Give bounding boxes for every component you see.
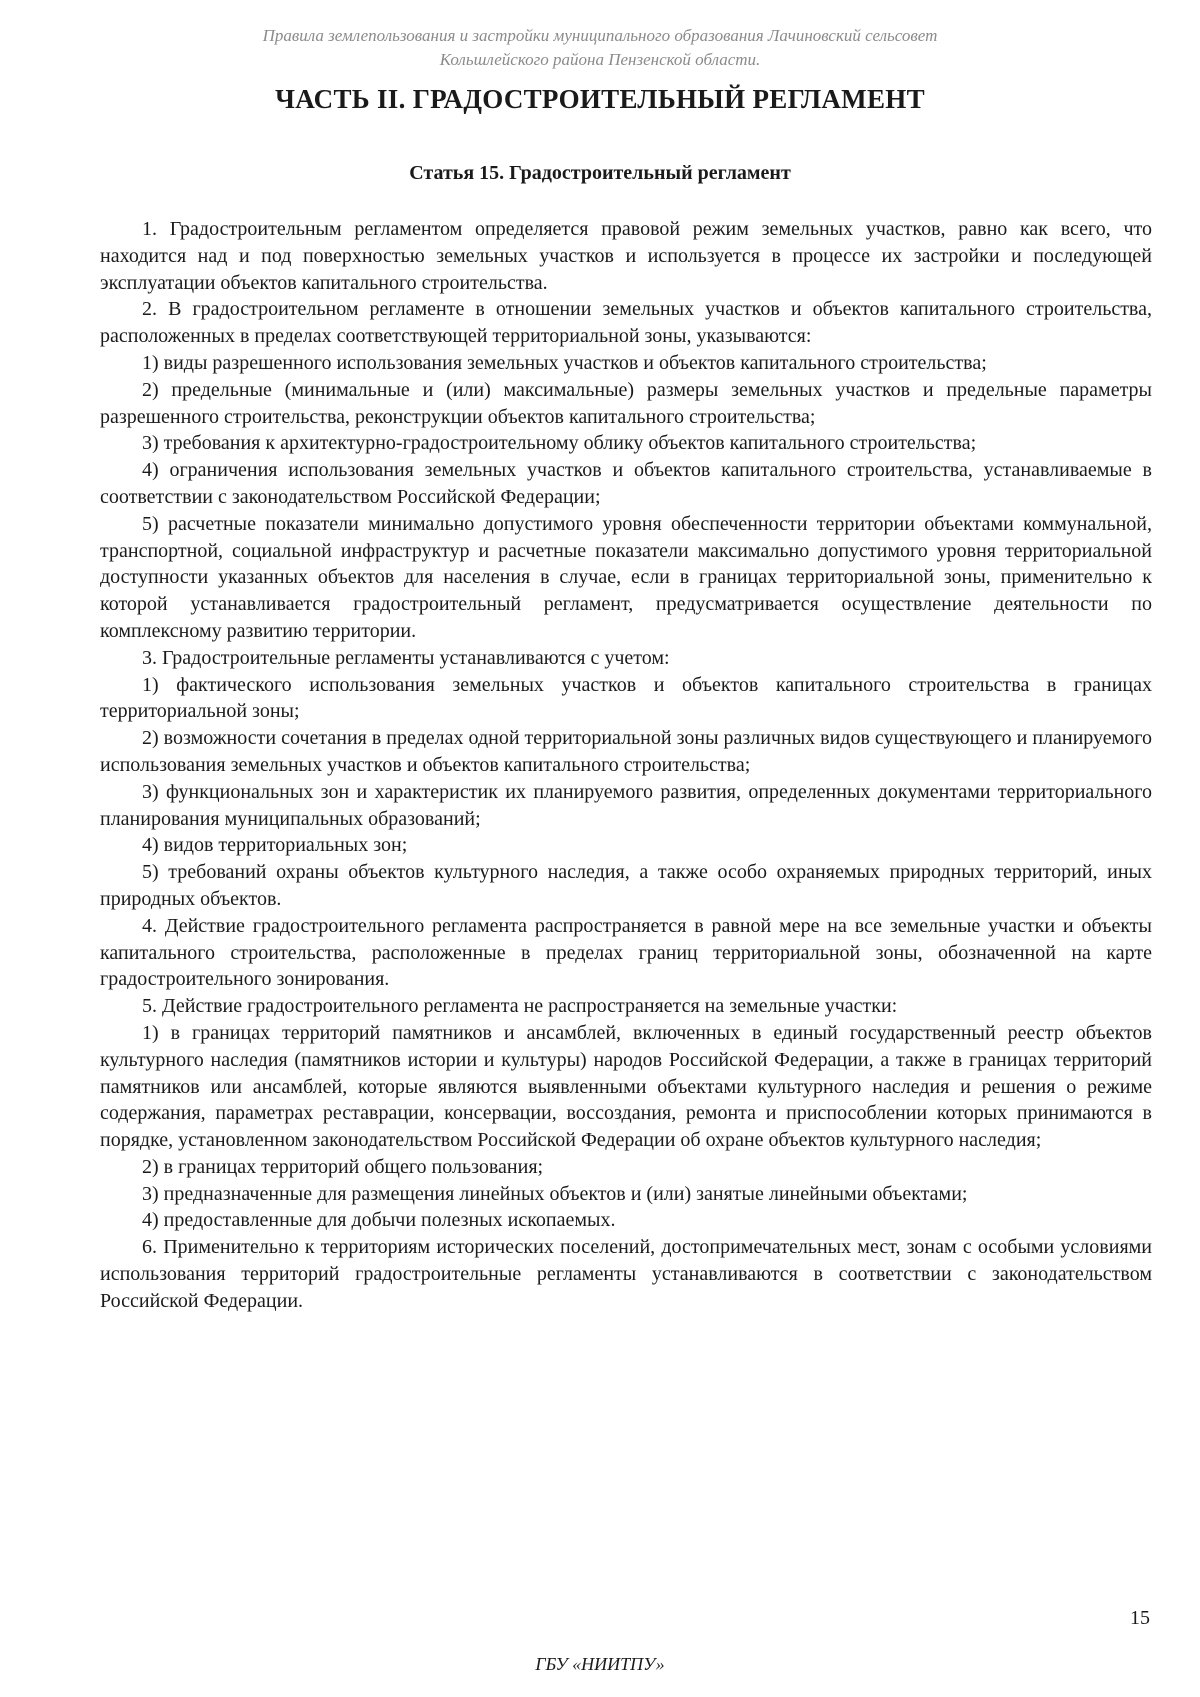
article-body (100, 216, 1152, 1315)
paragraph: 4) предоставленные для добычи полезных ископаемых. (142, 1209, 616, 1232)
paragraph: 2) предельные (минимальные и (или) максимальные) размеры земельных участков и предельные параметры разрешенного строительства, реконструкции объектов капитального строительства; (100, 378, 1152, 428)
running-header (160, 24, 1040, 72)
paragraph: 2. В градостроительном регламенте в отношении земельных участков и объектов капитального строительства, расположенных в пределах соответствующей территориальной зоны, указываются: (100, 298, 1152, 348)
paragraph: 1) фактического использования земельных участков и объектов капитального строительства в границах территориальной зоны; (100, 673, 1152, 723)
running-header-line-1: Правила землепользования и застройки муниципального образования Лачиновский сельсовет (262, 26, 938, 45)
paragraph: 3. Градостроительные регламенты устанавливаются с учетом: (142, 646, 670, 669)
paragraph: 1) виды разрешенного использования земельных участков и объектов капитального строительства; (142, 351, 987, 374)
paragraph: 4) ограничения использования земельных участков и объектов капитального строительства, устанавливаемые в соответствии с законодательством Российской Федерации; (100, 459, 1152, 508)
paragraph: 2) возможности сочетания в пределах одной территориальной зоны различных видов существующего и планируемого использования земельных участков и объектов капитального строительства; (100, 727, 1152, 776)
paragraph: 1. Градостроительным регламентом определяется правовой режим земельных участков, равно как всего, что находится над и под поверхностью земельных участков и используется в процессе их застройки и последующей эксплуатации объектов капитального строительства. (100, 218, 1152, 294)
page-number: 15 (1130, 1607, 1150, 1629)
paragraph: 1) в границах территорий памятников и ансамблей, включенных в единый государственный реестр объектов культурного наследия (памятников истории и культуры) народов Российской Федерации, а также в границах территорий памятников или ансамблей, которые являются выявленными объектами культурного наследия и решения о режиме содержания, параметрах реставрации, консервации, воссоздания, ремонта и приспособлении которых принимаются в порядке, установленном законодательством Российской Федерации об охране объектов культурного наследия; (100, 1021, 1152, 1152)
part-title: ЧАСТЬ II. ГРАДОСТРОИТЕЛЬНЫЙ РЕГЛАМЕНТ (275, 84, 925, 114)
article-title: Статья 15. Градостроительный регламент (409, 162, 791, 184)
paragraph: 6. Применительно к территориям исторических поселений, достопримечательных мест, зонам с особыми условиями использования территорий градостроительные регламенты устанавливаются в соответствии с законодательством Российской Федерации. (100, 1236, 1152, 1312)
paragraph: 3) требования к архитектурно-градостроительному облику объектов капитального строительства; (142, 432, 977, 455)
paragraph: 3) предназначенные для размещения линейных объектов и (или) занятые линейными объектами; (142, 1182, 968, 1205)
paragraph: 4) видов территориальных зон; (142, 834, 408, 857)
paragraph: 2) в границах территорий общего пользования; (142, 1155, 544, 1178)
paragraph: 5) расчетные показатели минимально допустимого уровня обеспеченности территории объектами коммунальной, транспортной, социальной инфраструктур и расчетные показатели максимально допустимого уровня территориальной доступности указанных объектов для населения в случае, если в границах территориальной зоны, применительно к которой устанавливается градостроительный регламент, предусматривается осуществление деятельности по комплексному развитию территории. (100, 512, 1152, 642)
footer-organization: ГБУ «НИИТПУ» (535, 1654, 665, 1674)
paragraph: 3) функциональных зон и характеристик их планируемого развития, определенных документами территориального планирования муниципальных образований; (100, 780, 1152, 830)
paragraph: 5) требований охраны объектов культурного наследия, а также особо охраняемых природных территорий, иных природных объектов. (100, 861, 1152, 910)
paragraph: 5. Действие градостроительного регламента не распространяется на земельные участки: (142, 995, 898, 1018)
paragraph: 4. Действие градостроительного регламента распространяется в равной мере на все земельные участки и объекты капитального строительства, расположенные в пределах границ территориальной зоны, обозначенной на карте градостроительного зонирования. (100, 914, 1152, 991)
running-header-line-2: Кольшлейского района Пензенской области. (439, 50, 761, 69)
